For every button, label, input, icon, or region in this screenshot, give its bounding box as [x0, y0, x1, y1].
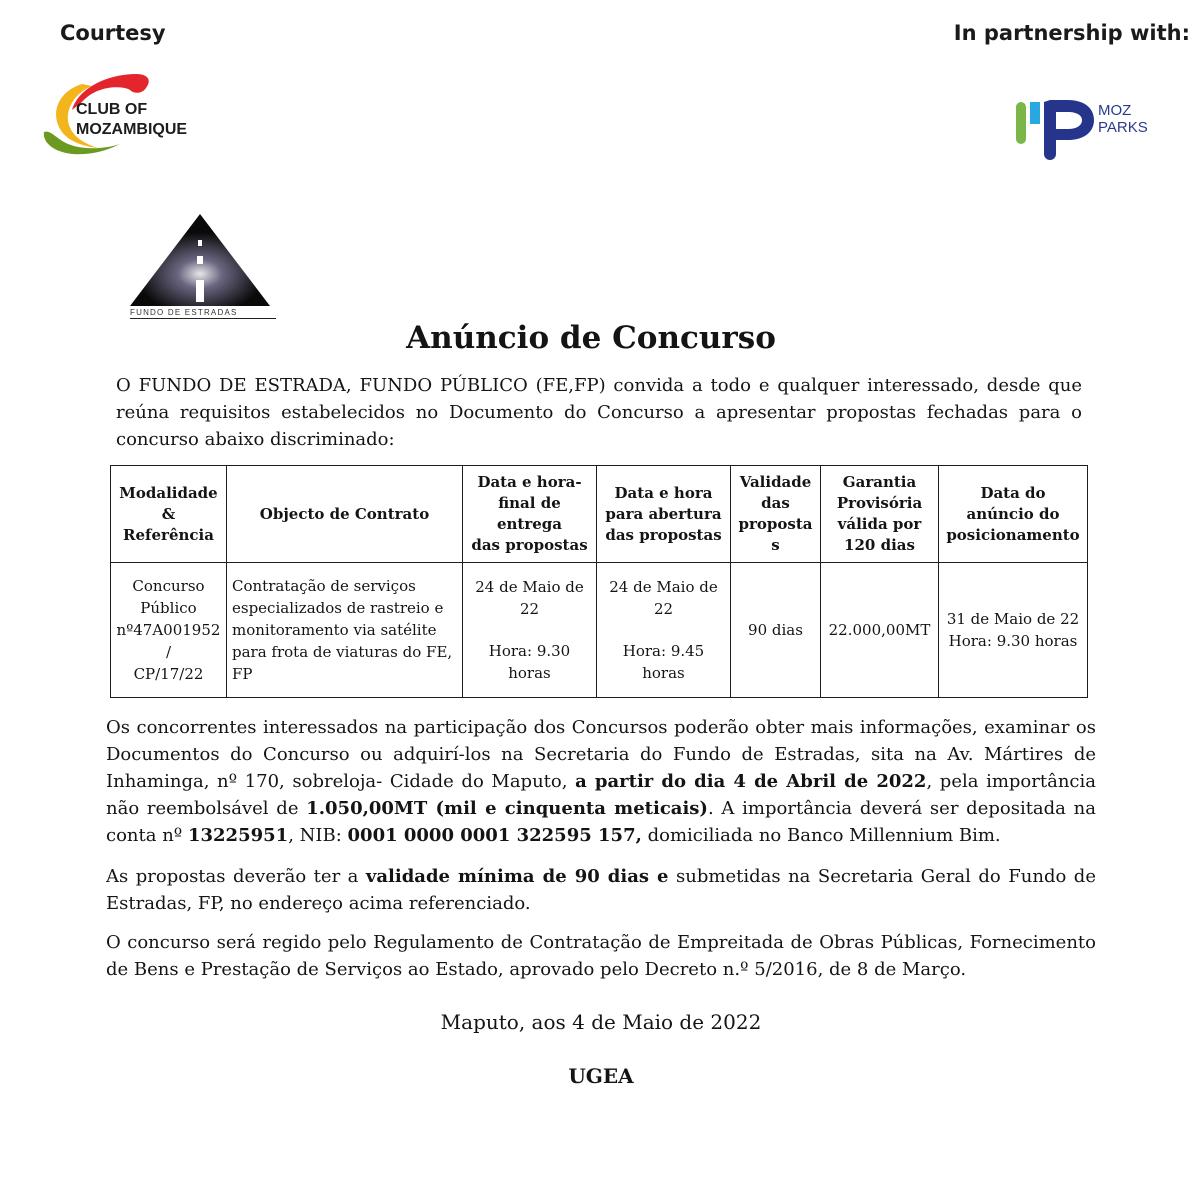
fundo-de-estradas-logo [128, 212, 278, 322]
tender-table [110, 465, 1088, 698]
road-triangle-icon [128, 212, 278, 308]
document-fee: 1.050,00MT (mil e cinquenta meticais) [306, 798, 708, 819]
cell-object: Contratação de serviços especializados de rastreio e monitoramento via satélite para frota de viaturas do FE, FP [227, 563, 463, 698]
club-of-mozambique-logo [38, 70, 213, 160]
header-submission: Data e hora- final de entrega das propostas [463, 466, 597, 563]
header-validity: Validade das propostas [731, 466, 821, 563]
page-title: Anúncio de Concurso [406, 320, 776, 356]
cell-opening: 24 de Maio de 22 Hora: 9.45 horas [597, 563, 731, 698]
cell-submission: 24 de Maio de 22 Hora: 9.30 horas [463, 563, 597, 698]
validity-paragraph: As propostas deverão ter a validade mínima de 90 dias e submetidas na Secretaria Geral do Fundo de Estradas, FP, no endereço acima referenciado. [106, 866, 1096, 914]
signoff-organization: UGEA [568, 1064, 634, 1088]
availability-date: a partir do dia 4 de Abril de 2022 [575, 771, 927, 792]
account-number: 13225951 [187, 825, 289, 846]
fundo-de-estradas-caption: FUNDO DE ESTRADAS [130, 308, 276, 319]
partner-label: In partnership with: [953, 21, 1190, 45]
header-opening: Data e hora para abertura das propostas [597, 466, 731, 563]
courtesy-label: Courtesy [60, 21, 166, 45]
regulation-paragraph: O concurso será regido pelo Regulamento de Contratação de Empreitada de Obras Públicas, Fornecimento de Bens e Prestação de Serviços ao Estado, aprovado pelo Decreto n.º 5/2016, de 8 de Março. [106, 932, 1096, 980]
moz-parks-logo [1012, 98, 1162, 164]
moz-parks-line2: PARKS [1098, 119, 1148, 136]
cell-reference: Concurso Público nº47A001952/ CP/17/22 [111, 563, 227, 698]
signoff-place-date: Maputo, aos 4 de Maio de 2022 [440, 1010, 762, 1034]
info-paragraph: Os concorrentes interessados na participação dos Concursos poderão obter mais informações, examinar os Documentos do Concurso ou adquirí-los na Secretaria do Fundo de Estradas, sita na Av. Mártires de Inhaminga, nº 170, sobreloja- Cidade do Maputo, a partir do dia 4 de Abril de 2022, pela importância não reembolsável de 1.050,00MT (mil e cinquenta meticais). A importância deverá ser depositada na conta nº 13225951, NIB: 0001 0000 0001 322595 157, domiciliada no Banco Millennium Bim. [106, 717, 1096, 846]
cell-announcement: 31 de Maio de 22 Hora: 9.30 horas [939, 563, 1088, 698]
header-announcement: Data do anúncio do posicionamento [939, 466, 1088, 563]
minimum-validity: validade mínima de 90 dias e [365, 866, 669, 887]
intro-paragraph: O FUNDO DE ESTRADA, FUNDO PÚBLICO (FE,FP) convida a todo e qualquer interessado, desde que reúna requisitos estabelecidos no Documento do Concurso a apresentar propostas fechadas para o concurso abaixo discriminado: [116, 375, 1082, 450]
moz-parks-mark-icon [1012, 98, 1096, 164]
announcement-body [106, 318, 1096, 1089]
table-row [111, 563, 1088, 698]
header-reference: Modalidade & Referência [111, 466, 227, 563]
nib-number: 0001 0000 0001 322595 157, [347, 825, 642, 846]
cell-validity: 90 dias [731, 563, 821, 698]
moz-parks-line1: MOZ [1098, 102, 1132, 119]
cell-guarantee: 22.000,00MT [821, 563, 939, 698]
header-guarantee: Garantia Provisória válida por 120 dias [821, 466, 939, 563]
club-logo-line2: MOZAMBIQUE [76, 121, 188, 138]
table-header-row [111, 466, 1088, 563]
club-logo-line1: CLUB OF [76, 101, 148, 118]
header-object: Objecto de Contrato [227, 466, 463, 563]
